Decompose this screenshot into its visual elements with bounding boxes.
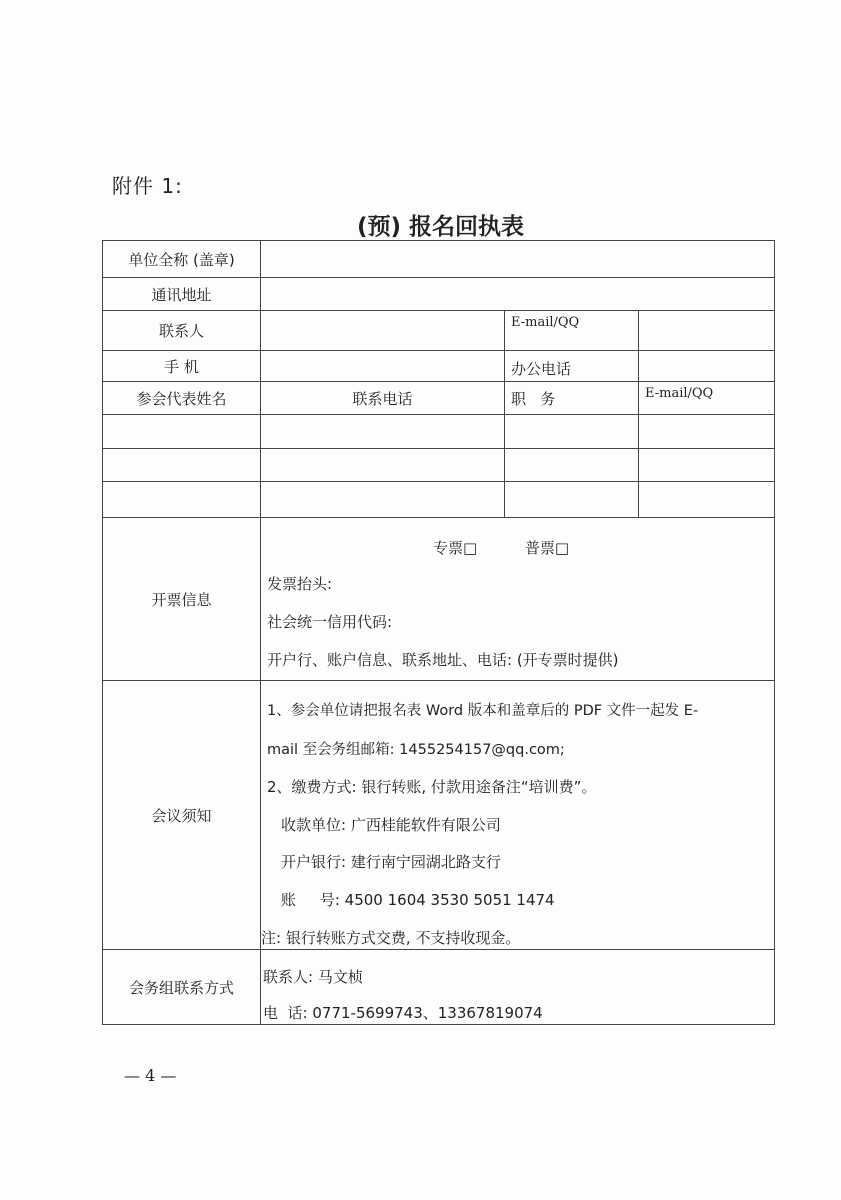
rep-position-field[interactable] <box>505 482 639 517</box>
bank-info-text: 开户行、账户信息、联系地址、电话: (开专票时提供) <box>267 651 619 669</box>
rep-email-field[interactable] <box>639 482 775 517</box>
contact-field[interactable] <box>261 311 505 350</box>
contact-info-content <box>261 950 775 1024</box>
unit-name-label: 单位全称 (盖章) <box>103 241 261 277</box>
notice-line: 1、参会单位请把报名表 Word 版本和盖章后的 PDF 文件一起发 E- <box>267 703 699 719</box>
rep-phone-field[interactable] <box>261 415 505 448</box>
mobile-label: 手 机 <box>103 351 261 381</box>
table-row <box>103 241 775 278</box>
notice-line: mail 至会务组邮箱: 1455254157@qq.com; <box>267 742 565 758</box>
credit-code-text: 社会统一信用代码: <box>267 613 393 631</box>
notice-line: 注: 银行转账方式交费, 不支持收现金。 <box>261 929 521 947</box>
table-row <box>103 278 775 311</box>
rep-phone-field[interactable] <box>261 482 505 517</box>
office-phone-label: 办公电话 <box>505 351 639 381</box>
notice-row <box>103 681 775 950</box>
table-row <box>103 351 775 382</box>
page-number: — 4 — <box>124 1066 177 1085</box>
email-qq-field[interactable] <box>639 311 775 350</box>
table-row <box>103 311 775 351</box>
rep-email-header: E-mail/QQ <box>639 382 775 414</box>
contact-person-text: 联系人: 马文桢 <box>263 968 363 986</box>
address-field[interactable] <box>261 278 775 310</box>
mobile-field[interactable] <box>261 351 505 381</box>
rep-position-field[interactable] <box>505 415 639 448</box>
rep-name-header: 参会代表姓名 <box>103 382 261 414</box>
rep-email-field[interactable] <box>639 415 775 448</box>
invoice-type-options[interactable]: 专票□ 普票□ <box>433 539 570 557</box>
notice-content <box>261 681 775 949</box>
notice-line: 2、缴费方式: 银行转账, 付款用途备注“培训费”。 <box>267 778 597 796</box>
invoice-content <box>261 518 775 680</box>
invoice-row <box>103 518 775 681</box>
table-row <box>103 482 775 518</box>
registration-form-table <box>102 240 775 1025</box>
rep-position-header: 职 务 <box>505 382 639 414</box>
bank-text: 开户银行: 建行南宁园湖北路支行 <box>281 853 501 871</box>
unit-name-field[interactable] <box>261 241 775 277</box>
table-row <box>103 449 775 482</box>
table-row <box>103 382 775 415</box>
payee-text: 收款单位: 广西桂能软件有限公司 <box>281 816 501 834</box>
rep-name-field[interactable] <box>103 449 261 481</box>
rep-position-field[interactable] <box>505 449 639 481</box>
page-title: (预) 报名回执表 <box>356 214 525 240</box>
table-row <box>103 415 775 449</box>
invoice-header-text: 发票抬头: <box>267 575 333 593</box>
attachment-label: 附件 1: <box>112 174 183 198</box>
rep-email-field[interactable] <box>639 449 775 481</box>
rep-name-field[interactable] <box>103 482 261 517</box>
account-text: 账 号: 4500 1604 3530 5051 1474 <box>281 891 555 909</box>
contact-info-label: 会务组联系方式 <box>103 950 261 1024</box>
notice-label: 会议须知 <box>103 681 261 949</box>
contact-label: 联系人 <box>103 311 261 350</box>
rep-phone-field[interactable] <box>261 449 505 481</box>
rep-name-field[interactable] <box>103 415 261 448</box>
email-qq-label: E-mail/QQ <box>505 311 639 350</box>
rep-phone-header: 联系电话 <box>261 382 505 414</box>
address-label: 通讯地址 <box>103 278 261 310</box>
contact-phone-text: 电 话: 0771-5699743、13367819074 <box>263 1004 543 1022</box>
office-phone-field[interactable] <box>639 351 775 381</box>
contact-info-row <box>103 950 775 1025</box>
invoice-label: 开票信息 <box>103 518 261 680</box>
